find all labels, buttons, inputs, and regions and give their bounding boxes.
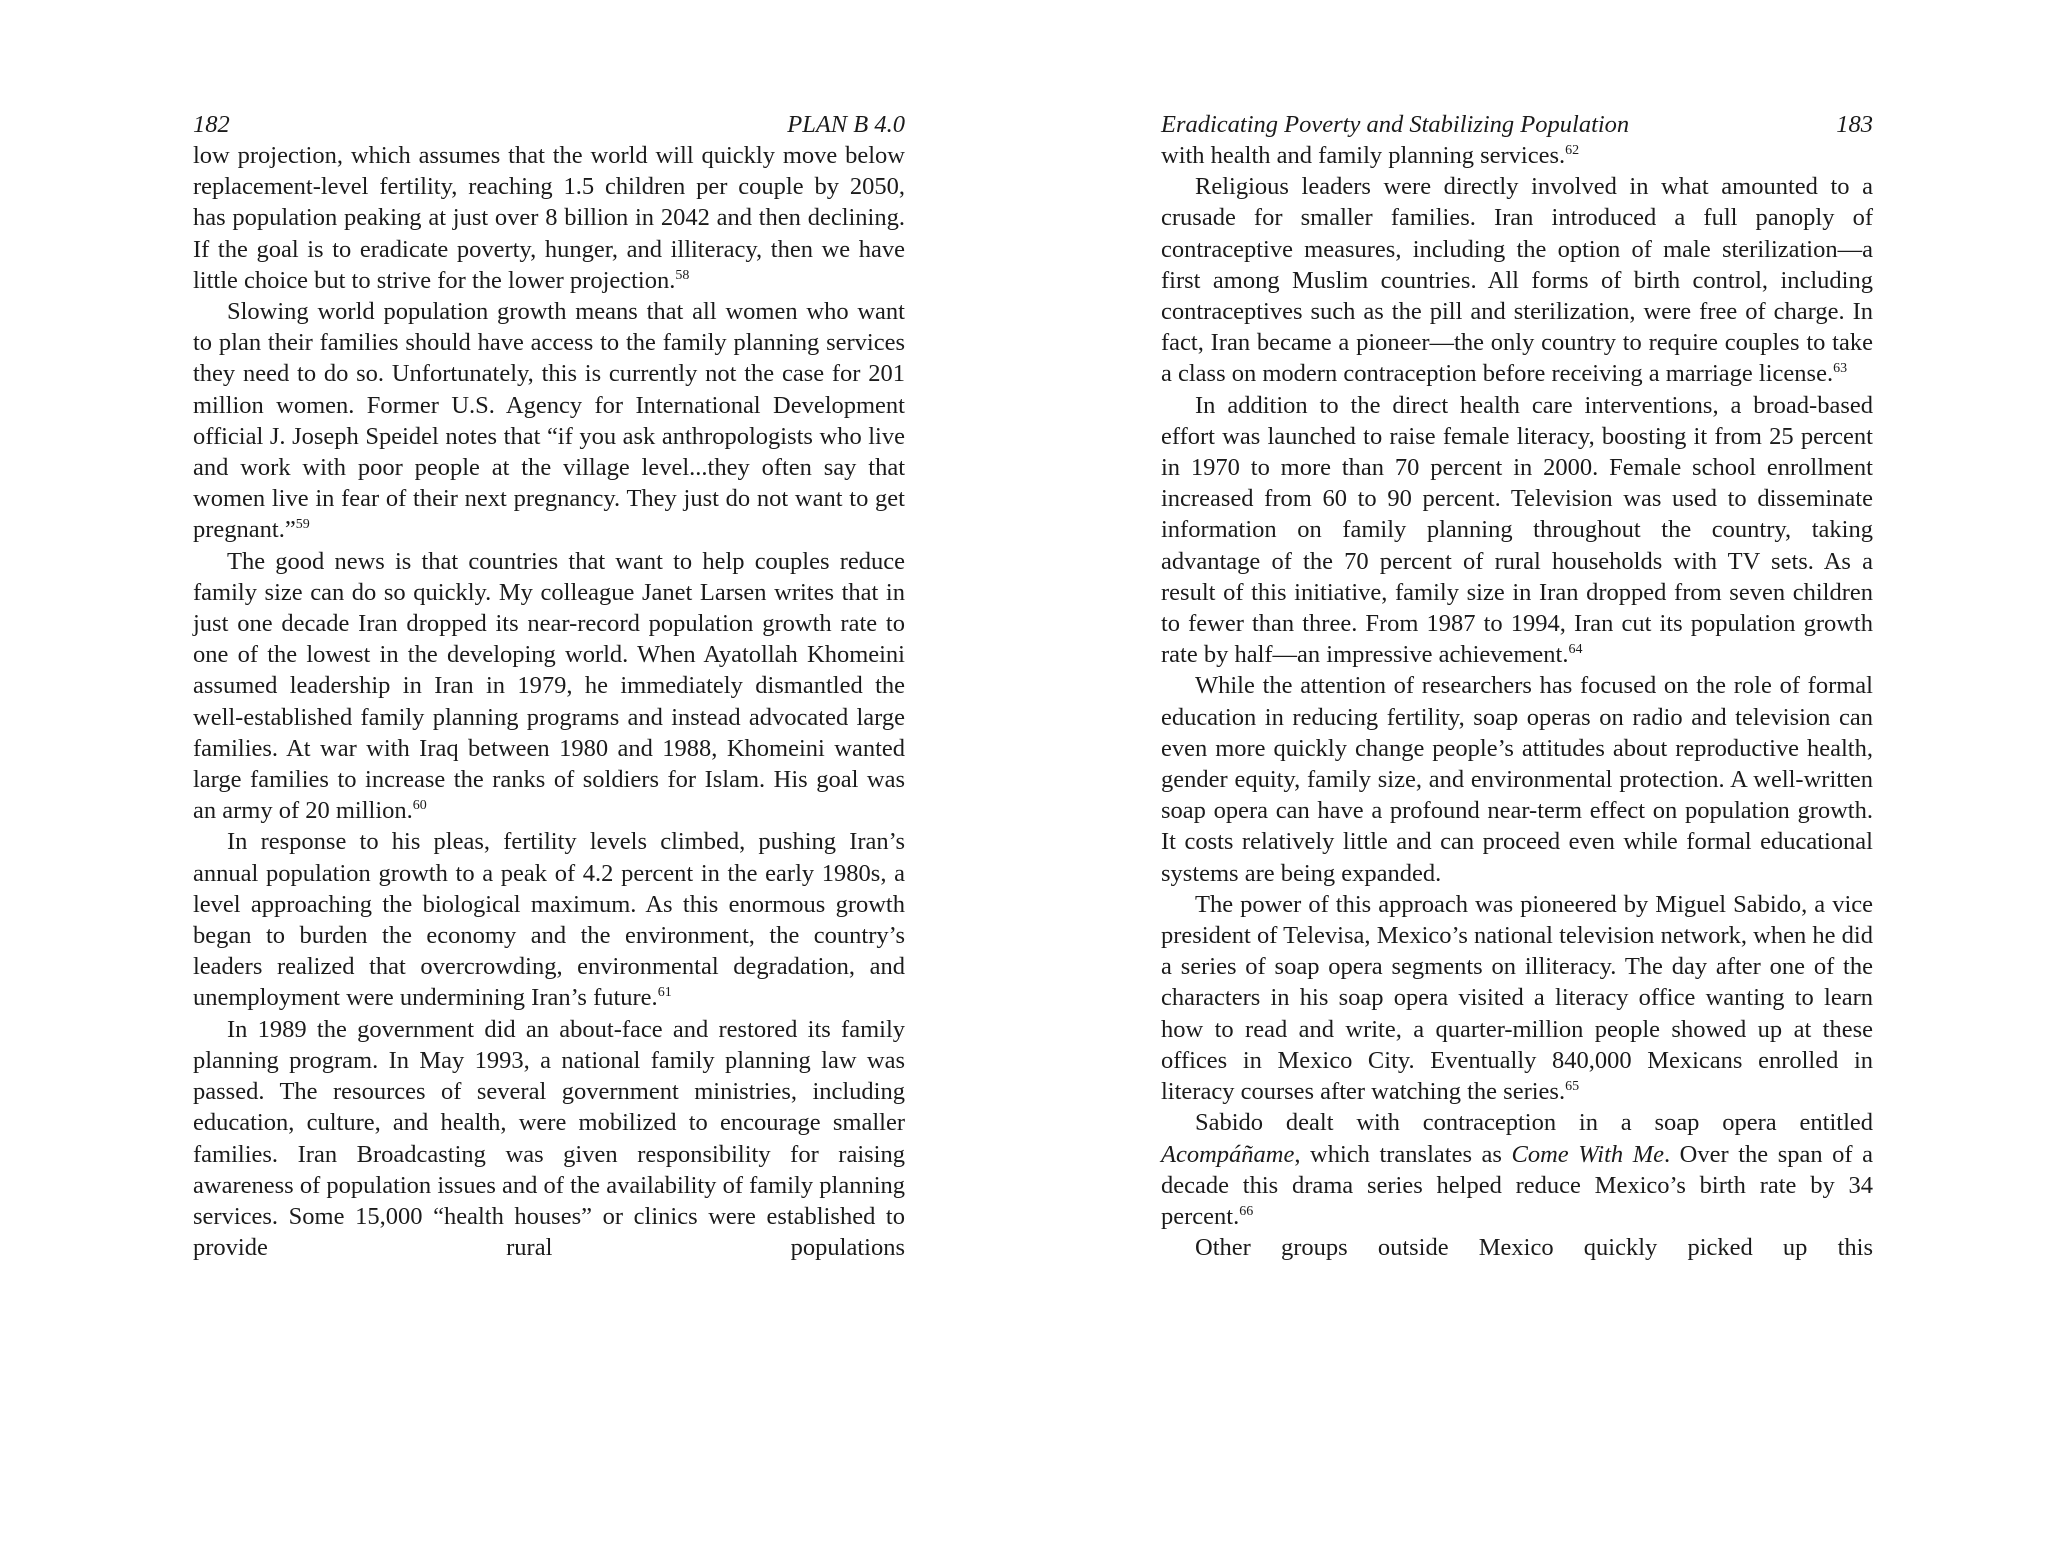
- text-run: Other groups outside Mexico quickly picked up this: [1195, 1234, 1873, 1262]
- text-run: Slowing world population growth means that all women who want to plan their families should have access to the family planning services they need to do so. Unfortunately, this is currently not the case for 201 million women. Former U.S. Agency for International Development official J. Joseph Speidel notes that “if you ask anthropologists who live and work with poor people at the village level...they often say that women live in fear of their next pregnancy. They just do not want to get pregnant.”: [193, 298, 905, 544]
- paragraph: [1161, 171, 1873, 389]
- left-body-text: [193, 140, 905, 1263]
- footnote-ref: 59: [295, 517, 310, 533]
- text-run: , which translates as: [1294, 1140, 1512, 1168]
- footnote-ref: 63: [1833, 361, 1848, 377]
- footnote-ref: 62: [1565, 143, 1580, 158]
- paragraph: [193, 296, 905, 546]
- right-running-head: [1161, 110, 1873, 140]
- text-run: with health and family planning services.: [1161, 142, 1566, 169]
- left-running-head: [193, 110, 905, 140]
- footnote-ref: 58: [675, 267, 690, 283]
- footnote-ref: 65: [1565, 1079, 1580, 1095]
- footnote-ref: 60: [412, 798, 427, 814]
- footnote-ref: 64: [1568, 642, 1583, 658]
- paragraph: [1161, 889, 1873, 1107]
- paragraph: [1161, 1232, 1873, 1263]
- text-run: In 1989 the government did an about-face and restored its family planning program. In May 1993, a national family planning law was passed. The resources of several government ministries, including education, culture, and health, were mobilized to encourage smaller families. Iran Broadcasting was given responsibility for raising awareness of population issues and of the availability of family planning services. Some 15,000 “health houses” or clinics were established to provide rural populations: [193, 1015, 905, 1262]
- paragraph: [193, 826, 905, 1013]
- paragraph: [193, 140, 905, 296]
- right-page: [1161, 110, 1873, 1263]
- right-body-text: [1161, 140, 1873, 1263]
- text-run: The power of this approach was pioneered by Miguel Sabido, a vice president of Televisa, Mexico’s national television network, when he did a series of soap opera segments on illiteracy. The day after one of the characters in his soap opera visited a literacy office wanting to learn how to read and write, a quarter-million people showed up at these offices in Mexico City. Eventually 840,000 Mexicans enrolled in literacy courses after watching the series.: [1161, 890, 1873, 1106]
- text-run: low projection, which assumes that the world will quickly move below replacement-level fertility, reaching 1.5 children per couple by 2050, has population peaking at just over 8 billion in 2042 and then declining. If the goal is to eradicate poverty, hunger, and illiteracy, then we have little choice but to strive for the lower projection.: [193, 142, 905, 294]
- page-number: 182: [193, 111, 230, 138]
- page-number: 183: [1836, 111, 1873, 138]
- italic-title: Acompáñame: [1161, 1140, 1295, 1168]
- running-title: Eradicating Poverty and Stabilizing Population: [1161, 111, 1630, 138]
- paragraph: [193, 546, 905, 827]
- text-run: Religious leaders were directly involved in what amounted to a crusade for smaller families. Iran introduced a full panoply of contraceptive measures, including the option of male sterilization—a first among Muslim countries. All forms of birth control, including contraceptives such as the pill and sterilization, were free of charge. In fact, Iran became a pioneer—the only country to require couples to take a class on modern contraception before receiving a marriage license.: [1161, 173, 1873, 388]
- left-page: [193, 110, 905, 1263]
- paragraph: [1161, 670, 1873, 888]
- running-title: PLAN B 4.0: [787, 111, 905, 138]
- footnote-ref: 61: [657, 985, 672, 1001]
- text-run: In addition to the direct health care interventions, a broad-based effort was launched to raise female literacy, boosting it from 25 percent in 1970 to more than 70 percent in 2000. Female school enrollment increased from 60 to 90 percent. Television was used to disseminate information on family planning throughout the country, taking advantage of the 70 percent of rural households with TV sets. As a result of this initiative, family size in Iran dropped from seven children to fewer than three. From 1987 to 1994, Iran cut its population growth rate by half—an impressive achievement.: [1161, 391, 1873, 669]
- italic-title: Come With Me: [1511, 1140, 1664, 1168]
- text-run: . Over the span of a decade this drama series helped reduce Mexico’s birth rate by 34 percent.: [1161, 1140, 1873, 1230]
- paragraph: [1161, 390, 1873, 671]
- paragraph: [1161, 140, 1873, 171]
- text-run: While the attention of researchers has focused on the role of formal education in reducing fertility, soap operas on radio and television can even more quickly change people’s attitudes about reproductive health, gender equity, family size, and environmental protection. A well-written soap opera can have a profound near-term effect on population growth. It costs relatively little and can proceed even while formal educational systems are being expanded.: [1161, 672, 1873, 887]
- footnote-ref: 66: [1239, 1203, 1254, 1219]
- paragraph: [1161, 1107, 1873, 1232]
- text-run: The good news is that countries that want to help couples reduce family size can do so quickly. My colleague Janet Larsen writes that in just one decade Iran dropped its near-record population growth rate to one of the lowest in the developing world. When Ayatollah Khomeini assumed leadership in Iran in 1979, he immediately dismantled the well-established family planning programs and instead advocated large families. At war with Iraq between 1980 and 1988, Khomeini wanted large families to increase the ranks of soldiers for Islam. His goal was an army of 20 million.: [193, 547, 905, 825]
- text-run: Sabido dealt with contraception in a soap opera entitled: [1195, 1109, 1873, 1137]
- text-run: In response to his pleas, fertility levels climbed, pushing Iran’s annual population growth to a peak of 4.2 percent in the early 1980s, a level approaching the biological maximum. As this enormous growth began to burden the economy and the environment, the country’s leaders realized that overcrowding, environmental degradation, and unemployment were undermining Iran’s future.: [193, 828, 905, 1012]
- paragraph: [193, 1014, 905, 1264]
